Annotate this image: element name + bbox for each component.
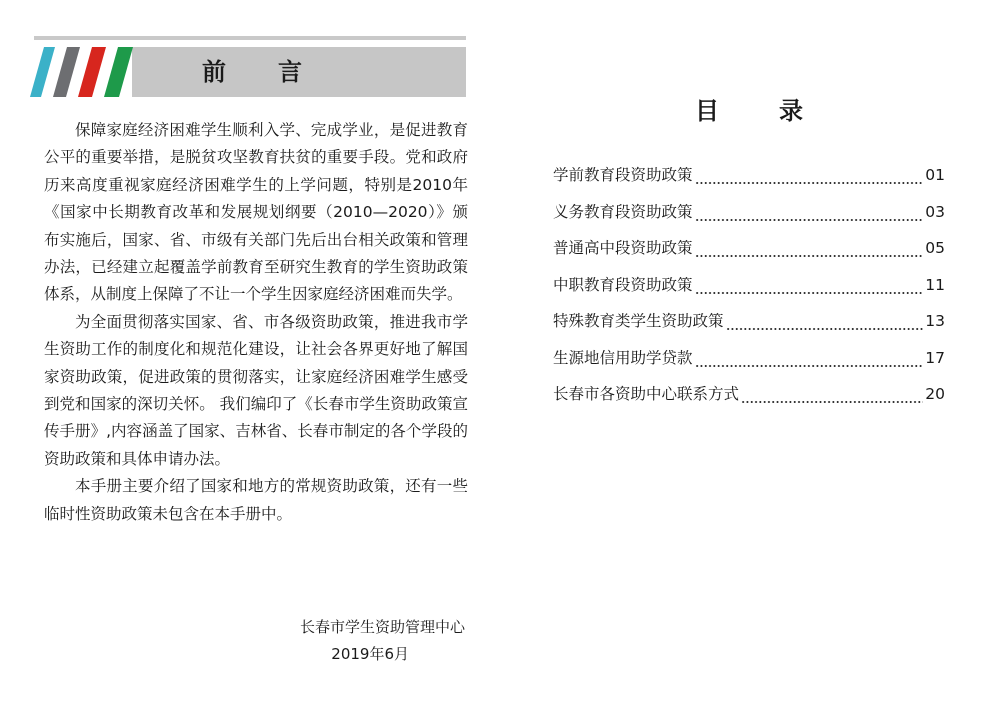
toc-item-page: 11 (925, 275, 945, 294)
decorative-stripes-icon (30, 47, 140, 97)
toc-item-page: 20 (925, 385, 945, 403)
toc-item-page: 03 (925, 202, 945, 221)
preface-body (44, 117, 468, 528)
toc-item[interactable] (553, 345, 945, 382)
toc-item[interactable] (553, 308, 945, 345)
preface-header-top-line (34, 36, 466, 40)
stripe-gray (53, 47, 80, 97)
signature-date: 2019年6月 (331, 645, 409, 663)
toc-list (553, 162, 945, 418)
signature-org: 长春市学生资助管理中心 (299, 618, 465, 636)
toc-item[interactable] (553, 235, 945, 272)
toc-item-label: 生源地信用助学贷款 (553, 348, 693, 367)
preface-title-char-2: 言 (278, 58, 302, 86)
toc-leader-dots (695, 181, 924, 185)
toc-item[interactable] (553, 272, 945, 309)
toc-item-page: 05 (925, 239, 945, 257)
toc-title-char-1: 目 (695, 97, 719, 125)
toc-item[interactable] (553, 162, 945, 199)
toc-leader-dots (726, 327, 924, 331)
stripe-green (104, 47, 133, 97)
toc-title-char-2: 录 (779, 97, 803, 125)
toc-leader-dots (695, 291, 924, 295)
toc-item-label: 特殊教育类学生资助政策 (553, 312, 724, 330)
toc-item-label: 长春市各资助中心联系方式 (553, 385, 740, 403)
toc-title (554, 96, 944, 126)
stripe-cyan (30, 47, 55, 97)
toc-leader-dots (695, 254, 924, 258)
toc-leader-dots (695, 364, 924, 368)
toc-item-label: 普通高中段资助政策 (553, 239, 693, 257)
preface-paragraph-3: 本手册主要介绍了国家和地方的常规资助政策，还有一些临时性资助政策未包含在本手册中。 (44, 477, 468, 523)
toc-leader-dots (741, 400, 923, 404)
signature-block (205, 614, 465, 668)
preface-paragraph-2: 为全面贯彻落实国家、省、市各级资助政策，推进我市学生资助工作的制度化和规范化建设，让社会各界更好地了解国家资助政策，促进政策的贯彻落实，让家庭经济困难学生感受到党和国家的深切关怀。 我们编印了《长春市学生资助政策宣传手册》,内容涵盖了国家、吉林省、长春市制定的各个学段的资助政策和具体申请办法。 (44, 312, 468, 468)
toc-item-label: 中职教育段资助政策 (553, 275, 693, 294)
toc-item-label: 义务教育段资助政策 (553, 202, 693, 221)
toc-item-label: 学前教育段资助政策 (553, 166, 693, 184)
preface-paragraph-1: 保障家庭经济困难学生顺利入学、完成学业，是促进教育公平的重要举措，是脱贫攻坚教育扶贫的重要手段。党和政府历来高度重视家庭经济困难学生的上学问题，特别是2010年《国家中长期教育改革和发展规划纲要（2010—2020）》颁布实施后，国家、省、市级有关部门先后出台相关政策和管理办法，已经建立起覆盖学前教育至研究生教育的学生资助政策体系，从制度上保障了不让一个学生因家庭经济困难而失学。 (44, 121, 468, 304)
toc-item-page: 01 (925, 166, 945, 184)
toc-item-page: 13 (925, 312, 945, 330)
toc-item[interactable] (553, 381, 945, 418)
toc-item[interactable] (553, 199, 945, 236)
stripe-red (78, 47, 106, 97)
preface-title-char-1: 前 (202, 58, 226, 86)
toc-leader-dots (695, 218, 924, 222)
toc-item-page: 17 (925, 348, 945, 367)
preface-title (132, 47, 466, 97)
